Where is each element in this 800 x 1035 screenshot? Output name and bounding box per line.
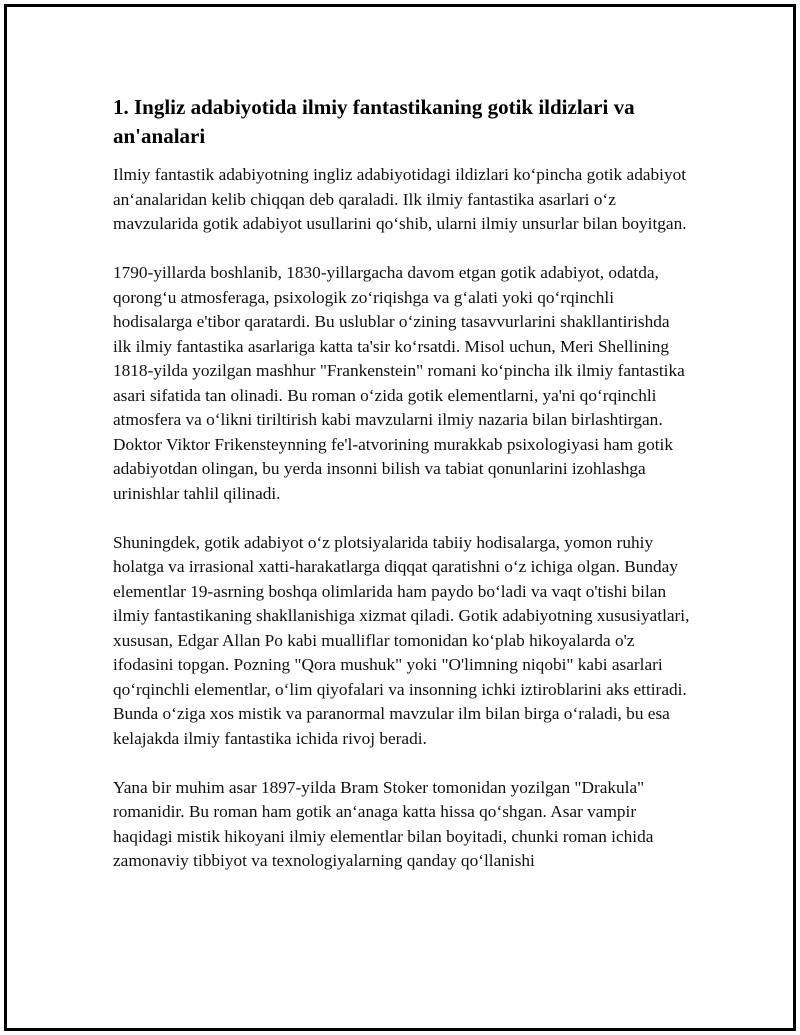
paragraph-3: Shuningdek, gotik adabiyot o‘z plotsiyalarida tabiiy hodisalarga, yomon ruhiy holatga va irrasional xatti-harakatlarga diqqat qaratishni o‘z ichiga olgan. Bunday elementlar 19-asrning boshqa olimlarida ham paydo bo‘ladi va vaqt o'tishi bilan ilmiy fantastikaning shakllanishiga xizmat qiladi. Gotik adabiyotning xususiyatlari, xususan, Edgar Allan Po kabi mualliflar tomonidan ko‘plab hikoyalarda o'z ifodasini topgan. Pozning "Qora mushuk" yoki "O'limning niqobi" kabi asarlari qo‘rqinchli elementlar, o‘lim qiyofalari va insonning ichki iztiroblarini aks ettiradi. Bunda o‘ziga xos mistik va paranormal mavzular ilm bilan birga o‘raladi, bu esa kelajakda ilmiy fantastika ichida rivoj beradi. [113,532,690,748]
paragraph-4: Yana bir muhim asar 1897-yilda Bram Stoker tomonidan yozilgan "Drakula" romanidir. Bu roman ham gotik an‘anaga katta hissa qo‘shgan. Asar vampir haqidagi mistik hikoyani ilmiy elementlar bilan boyitadi, chunki roman ichida zamonaviy tibbiyot va texnologiyalarning qanday qo‘llanishi [113,777,654,870]
section-heading: 1. Ingliz adabiyotida ilmiy fantastikaning gotik ildizlari va an'analari [113,95,635,148]
paragraph-2: 1790-yillarda boshlanib, 1830-yillargacha davom etgan gotik adabiyot, odatda, qorong‘u atmosferaga, psixologik zo‘riqishga va g‘alati yoki qo‘rqinchli hodisalarga e'tibor qaratardi. Bu uslublar o‘zining tasavvurlarini shakllantirishda ilk ilmiy fantastika asarlariga katta ta'sir ko‘rsatdi. Misol uchun, Meri Shellining 1818-yilda yozilgan mashhur "Frankenstein" romani ko‘pincha ilk ilmiy fantastika asari sifatida tan olinadi. Bu roman o‘zida gotik elementlarni, ya'ni qo‘rqinchli atmosfera va o‘likni tiriltirish kabi mavzularni ilmiy nazaria bilan birlashtirgan. Doktor Viktor Frikensteynning fe'l-atvorining murakkab psixologiyasi ham gotik adabiyotdan olingan, bu yerda insonni bilish va tabiat qonunlarini izohlashga urinishlar tahlil qilinadi. [113,263,685,503]
document-body [113,93,691,898]
paragraph-1: Ilmiy fantastik adabiyotning ingliz adabiyotidagi ildizlari ko‘pincha gotik adabiyot an‘analaridan kelib chiqqan deb qaraladi. Ilk ilmiy fantastika asarlari o‘z mavzularida gotik adabiyot usullarini qo‘shib, ularni ilmiy unsurlar bilan boyitgan. [113,165,687,233]
